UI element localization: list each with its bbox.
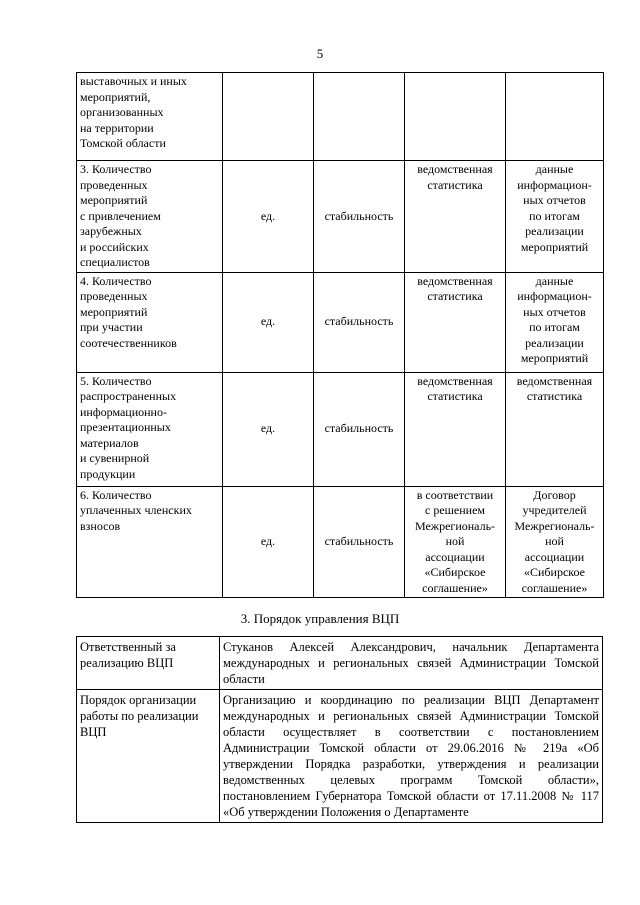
indicators-table: [76, 72, 604, 598]
cell-line: статистика: [526, 389, 583, 403]
cell-line: Межрегиональ-: [414, 518, 496, 533]
cell-line: мероприятий: [80, 193, 148, 207]
cell-line: статистика: [427, 289, 483, 303]
cell-line: данные: [535, 273, 574, 288]
cell-line: 5. Количество: [80, 373, 152, 388]
procedure-value: Организацию и координацию по реализации ВЦП Департамент международных и региональных связей Администрации Томской области осуществляет в соответствии с постановлением Администрации Томской области от 29.06.2016 № 219а «Об утверждении Порядка разработки, утверждения и реализации ведомственных целевых программ Томской области», постановлением Губернатора Томской области от 17.11.2008 № 117 «Об утверждении Положения о Департаменте: [220, 690, 603, 823]
cell-line: по итогам: [529, 320, 580, 334]
cell-line: на территории: [80, 120, 154, 135]
cell-line: ассоциации: [425, 549, 485, 564]
table-row: [77, 272, 604, 372]
cell-line: презентационных: [80, 420, 171, 434]
trend-cell: стабильность: [314, 372, 405, 486]
cell-line: реализации: [525, 335, 584, 350]
cell-line: реализации: [525, 224, 584, 238]
table-row: [77, 73, 604, 161]
method-cell: [506, 486, 604, 598]
indicator-name-cell: [77, 486, 223, 598]
cell-line: уплаченных членских: [80, 503, 192, 517]
trend-cell: стабильность: [314, 161, 405, 273]
indicator-name-cell: [77, 372, 223, 486]
cell-line: информацион-: [517, 289, 592, 303]
cell-line: информацион-: [517, 177, 592, 192]
table-row: [77, 372, 604, 486]
cell-line: специалистов: [80, 255, 150, 269]
cell-line: при участии: [80, 320, 143, 334]
cell-line: ведомственная: [417, 273, 493, 288]
indicator-name-cell: [77, 161, 223, 273]
table-row: [77, 486, 604, 598]
table-row: [77, 161, 604, 273]
cell-line: зарубежных: [80, 224, 142, 238]
cell-line: с решением: [425, 503, 485, 517]
cell-line: «Сибирское: [424, 565, 486, 579]
method-cell: [506, 272, 604, 372]
cell-line: мероприятий: [80, 304, 148, 319]
unit-cell: ед.: [223, 486, 314, 598]
data-source-cell: [405, 372, 506, 486]
cell-line: учредителей: [522, 503, 587, 517]
responsible-value: Стуканов Алексей Александрович, начальник Департамента международных и региональных связей Администрации Томской области: [220, 637, 603, 690]
cell-line: проведенных: [80, 289, 148, 303]
page-number: 5: [316, 46, 324, 61]
cell-line: Договор: [533, 487, 576, 502]
cell-line: по итогам: [529, 208, 580, 223]
cell-line: 4. Количество: [80, 273, 152, 288]
trend-cell: [314, 73, 405, 161]
cell-line: Томской области: [80, 136, 166, 150]
cell-line: соотечественников: [80, 335, 177, 350]
procedure-label: Порядок организации работы по реализации ВЦП: [77, 690, 220, 823]
management-table: [76, 636, 603, 823]
cell-line: статистика: [427, 389, 483, 403]
cell-line: выставочных и иных: [80, 74, 187, 88]
cell-line: соглашение»: [422, 580, 488, 595]
cell-line: мероприятий,: [80, 89, 151, 104]
cell-line: распространенных: [80, 389, 177, 403]
cell-line: в соответствии: [416, 487, 494, 502]
cell-line: ассоциации: [524, 549, 585, 564]
cell-line: ной: [445, 534, 465, 548]
table-row: [77, 637, 603, 690]
trend-cell: стабильность: [314, 486, 405, 598]
cell-line: с привлечением: [80, 208, 161, 223]
section-title: 3. Порядок управления ВЦП: [240, 611, 400, 626]
cell-line: информационно-: [80, 404, 167, 419]
method-cell: [506, 161, 604, 273]
table-row: [77, 690, 603, 823]
responsible-label: Ответственный за реализацию ВЦП: [77, 637, 220, 690]
cell-line: материалов: [80, 435, 139, 450]
cell-line: ведомственная: [417, 373, 493, 388]
method-cell: [506, 372, 604, 486]
cell-line: ной: [545, 534, 564, 548]
cell-line: организованных: [80, 105, 164, 119]
cell-line: взносов: [80, 518, 121, 533]
unit-cell: ед.: [223, 161, 314, 273]
cell-line: мероприятий: [520, 351, 589, 365]
unit-cell: ед.: [223, 372, 314, 486]
trend-cell: стабильность: [314, 272, 405, 372]
cell-line: статистика: [427, 177, 483, 192]
data-source-cell: [405, 272, 506, 372]
unit-cell: [223, 73, 314, 161]
cell-line: ных отчетов: [523, 193, 586, 207]
cell-line: 6. Количество: [80, 487, 152, 502]
cell-line: соглашение»: [521, 580, 588, 595]
cell-line: ведомственная: [417, 162, 493, 176]
cell-line: «Сибирское: [524, 565, 585, 579]
cell-line: данные: [535, 162, 574, 176]
data-source-cell: [405, 486, 506, 598]
cell-line: и российских: [80, 239, 149, 254]
cell-line: ных отчетов: [523, 304, 586, 319]
cell-line: и сувенирной: [80, 451, 150, 465]
data-source-cell: [405, 161, 506, 273]
cell-line: продукции: [80, 466, 136, 481]
cell-line: 3. Количество: [80, 162, 152, 176]
method-cell: [506, 73, 604, 161]
unit-cell: ед.: [223, 272, 314, 372]
indicator-name-cell: [77, 272, 223, 372]
cell-line: Межрегиональ-: [514, 518, 595, 533]
cell-line: ведомственная: [516, 373, 593, 388]
indicator-name-cell: [77, 73, 223, 161]
data-source-cell: [405, 73, 506, 161]
cell-line: мероприятий: [520, 239, 589, 254]
cell-line: проведенных: [80, 177, 148, 192]
